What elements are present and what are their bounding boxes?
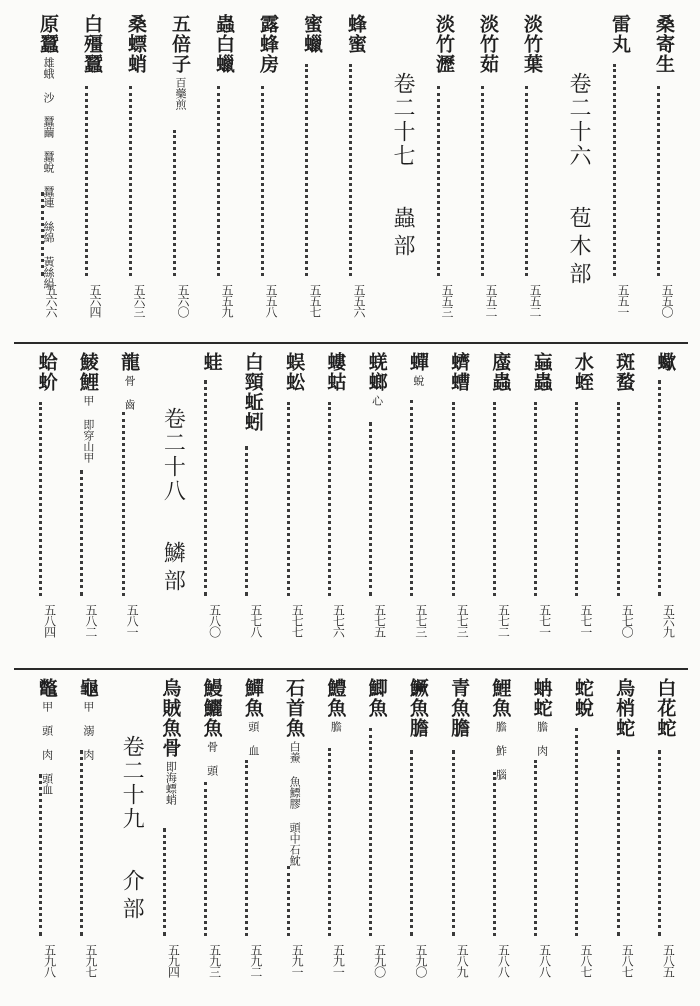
page-number: 五五〇 [660,284,674,317]
page-number: 五九二 [248,944,263,977]
toc-entry[interactable] [333,14,367,336]
page-number: 五八九 [455,944,470,977]
entry-subnote: 百藥煎 [174,77,187,110]
entry-title [312,678,346,735]
entry-title [113,14,147,74]
toc-entry[interactable] [641,14,675,336]
leader-dots [613,64,616,276]
toc-entry[interactable] [312,678,346,996]
toc-entry[interactable] [245,14,279,336]
toc-entry[interactable] [65,678,99,996]
entry-title [436,678,470,738]
leader-dots [349,64,352,276]
page-number: 五八七 [578,944,593,977]
entry-title [642,352,676,372]
page-number: 五七六 [331,604,346,637]
entry-title [642,678,676,738]
entry-subnote: 頭 血 [246,721,260,756]
toc-entry[interactable] [477,678,511,996]
page-number: 五九八 [42,944,57,977]
volume-part-title: 鱗部 [160,541,186,597]
entry-subnote: 白鯗 魚鰾膠 頭中石魫 [288,741,302,866]
entry-subnote: 雄蛾 沙 蠶繭 蠶蛻 蠶連 絲綿 黃絲絹 [42,57,55,289]
leader-dots [287,402,290,596]
entry-title [333,14,367,54]
toc-entry[interactable] [354,352,388,656]
volume-heading [374,14,414,336]
page-number: 五五七 [308,284,322,317]
entry-name: 䗪蟲 [489,352,512,392]
entry-name: 蠍 [654,352,677,372]
entry-name: 鯉魚 [489,678,512,718]
entry-name: 蝱蟲 [530,352,553,392]
page-number: 五五一 [616,284,630,317]
toc-entry[interactable] [147,678,181,996]
toc-entry[interactable] [157,14,191,336]
entry-title [597,14,631,54]
entry-name: 烏賊魚骨 [159,678,182,758]
entry-name: 龍 [118,352,141,372]
toc-entry[interactable] [189,352,223,656]
entry-name: 蜈蚣 [283,352,306,392]
leader-dots [287,866,290,936]
entry-name: 龜 [76,678,99,698]
entry-name: 原蠶 [37,14,59,54]
entry-title [354,352,388,409]
entry-name: 蛙 [200,352,223,372]
toc-entry[interactable] [642,352,676,656]
entry-title [436,352,470,392]
leader-dots [163,828,166,936]
leader-dots [481,86,484,276]
toc-entry[interactable] [65,352,99,656]
leader-dots [328,402,331,596]
leader-dots [493,772,496,936]
toc-entry[interactable] [560,678,594,996]
page-number: 五九一 [331,944,346,977]
entry-name: 白殭蠶 [81,14,103,74]
entry-title [477,678,511,783]
page-number: 五九〇 [372,944,387,977]
leader-dots [217,86,220,276]
entry-name: 鱖魚膽 [406,678,429,738]
entry-title [69,14,103,74]
entry-name: 鯪鯉 [76,352,99,392]
contents-band-3 [20,678,680,996]
leader-dots [658,380,661,596]
entry-name: 鱓魚 [241,678,264,718]
page-number: 五七一 [537,604,552,637]
leader-dots [452,750,455,936]
page-number: 五六九 [661,604,676,637]
page-number: 五八四 [42,604,57,637]
entry-title [245,14,279,74]
toc-entry[interactable] [201,14,235,336]
leader-dots [369,422,372,596]
entry-name: 白花蛇 [654,678,677,738]
volume-heading [103,678,143,996]
entry-name: 淡竹瀝 [433,14,455,74]
entry-title [24,352,58,392]
leader-dots [122,412,125,596]
entry-subnote: 蛻 [411,375,425,386]
entry-title [189,352,223,372]
toc-entry[interactable] [230,678,264,996]
leader-dots [657,86,660,276]
entry-title [271,352,305,392]
toc-entry[interactable] [271,352,305,656]
entry-title [395,678,429,738]
entry-name: 桑寄生 [653,14,675,74]
entry-name: 桑螵蛸 [125,14,147,74]
toc-entry[interactable] [354,678,388,996]
entry-name: 青魚膽 [448,678,471,738]
page-number: 五七三 [455,604,470,637]
entry-name: 淡竹葉 [521,14,543,74]
leader-dots [575,728,578,936]
page-number: 五七〇 [620,604,635,637]
entry-name: 雷丸 [609,14,631,54]
entry-subnote: 甲 即穿山甲 [81,395,95,463]
page-number: 五七五 [372,604,387,637]
entry-name: 鱧魚 [324,678,347,718]
entry-name: 烏梢蛇 [613,678,636,738]
leader-dots [575,402,578,596]
volume-part-title: 介部 [119,869,145,925]
toc-entry[interactable] [189,678,223,996]
entry-name: 蛤蚧 [35,352,58,392]
volume-number: 卷二十九 [119,735,145,831]
entry-name: 蜂蜜 [345,14,367,54]
page-number: 五七一 [578,604,593,637]
entry-subnote: 心 [370,395,384,406]
entry-name: 五倍子 [169,14,191,74]
toc-entry[interactable] [395,352,429,656]
volume-number: 卷二十六 [566,72,591,168]
entry-name: 螻蛄 [324,352,347,392]
entry-title [465,14,499,74]
entry-name: 鼈 [35,678,58,698]
entry-name: 白頸蚯蚓 [241,352,264,432]
entry-subnote: 甲 溺 肉 [81,701,95,760]
entry-name: 斑蝥 [613,352,636,392]
toc-entry[interactable] [560,352,594,656]
toc-entry[interactable] [436,678,470,996]
entry-subnote: 甲 頭 肉 頭血 [40,701,54,795]
leader-dots [80,470,83,596]
page-number: 五八八 [537,944,552,977]
toc-entry[interactable] [519,678,553,996]
contents-band-2 [20,352,680,656]
volume-heading [144,352,184,656]
entry-title [271,678,305,869]
leader-dots [39,402,42,596]
section-divider [14,342,688,344]
toc-entry[interactable] [230,352,264,656]
entry-name: 蠐螬 [448,352,471,392]
leader-dots [245,760,248,936]
page-number: 五六四 [88,284,102,317]
entry-name: 蜣螂 [365,352,388,392]
page-number: 五八一 [125,604,140,637]
leader-dots [493,402,496,596]
entry-subnote: 即海螵蛸 [164,761,178,805]
page-number: 五八二 [83,604,98,637]
toc-entry[interactable] [312,352,346,656]
page-number: 五八〇 [207,604,222,637]
page-number: 五九三 [207,944,222,977]
leader-dots [80,750,83,936]
page-number: 五九四 [166,944,181,977]
page-number: 五七三 [413,604,428,637]
entry-name: 蟬 [406,352,429,372]
entry-title [601,352,635,392]
page-number: 五五二 [484,284,498,317]
entry-name: 鯽魚 [365,678,388,718]
entry-title [509,14,543,74]
toc-entry[interactable] [421,14,455,336]
toc-entry[interactable] [289,14,323,336]
leader-dots [328,748,331,936]
leader-dots [369,728,372,936]
leader-dots [658,750,661,936]
leader-dots [85,86,88,276]
toc-entry[interactable] [113,14,147,336]
toc-entry[interactable] [519,352,553,656]
entry-title [477,352,511,392]
entry-title [157,14,191,113]
entry-name: 蛇蛻 [571,678,594,718]
entry-title [641,14,675,74]
entry-title [601,678,635,738]
entry-title [147,678,181,808]
toc-entry[interactable] [271,678,305,996]
page-number: 五九七 [83,944,98,977]
entry-title [106,352,140,413]
page-number: 五五八 [264,284,278,317]
toc-entry[interactable] [24,352,58,656]
entry-name: 淡竹茹 [477,14,499,74]
entry-title [560,678,594,718]
entry-title [421,14,455,74]
page-number: 五六六 [44,284,58,317]
entry-subnote: 膽 鮓 腦 [494,721,508,780]
leader-dots [410,750,413,936]
entry-name: 蜜蠟 [301,14,323,54]
entry-title [312,352,346,392]
entry-name: 石首魚 [283,678,306,738]
page-number: 五七二 [496,604,511,637]
leader-dots [39,774,42,936]
toc-entry[interactable] [465,14,499,336]
entry-title [189,678,223,779]
entry-subnote: 骨 頭 [205,741,219,776]
page-number: 五五二 [528,284,542,317]
toc-entry[interactable] [509,14,543,336]
leader-dots [129,86,132,276]
toc-entry[interactable] [601,352,635,656]
toc-entry[interactable] [106,352,140,656]
volume-part-title: 蟲部 [390,206,415,262]
page-number: 五八七 [620,944,635,977]
leader-dots [452,402,455,596]
entry-title [230,352,264,432]
toc-entry[interactable] [601,678,635,996]
entry-title [354,678,388,718]
page-number: 五六〇 [176,284,190,317]
toc-entry[interactable] [24,678,58,996]
volume-heading [550,14,590,336]
toc-entry[interactable] [25,14,59,336]
page-number: 五七八 [248,604,263,637]
leader-dots [534,402,537,596]
page-number: 五八八 [496,944,511,977]
entry-name: 蟲白蠟 [213,14,235,74]
leader-dots [173,130,176,276]
entry-title [560,352,594,392]
contents-band-1 [20,14,680,336]
leader-dots [305,64,308,276]
leader-dots [617,402,620,596]
entry-title [289,14,323,54]
leader-dots [617,750,620,936]
toc-entry[interactable] [642,678,676,996]
toc-entry[interactable] [597,14,631,336]
entry-subnote: 膽 肉 [535,721,549,756]
page-number: 五五六 [352,284,366,317]
leader-dots [204,380,207,596]
entry-title [65,352,99,466]
volume-number: 卷二十七 [390,72,415,168]
entry-title [395,352,429,389]
page-number: 五八五 [661,944,676,977]
entry-name: 露蜂房 [257,14,279,74]
leader-dots [261,86,264,276]
entry-title [230,678,264,759]
page-number: 五九一 [290,944,305,977]
entry-name: 水蛭 [571,352,594,392]
entry-subnote: 膽 [329,721,343,732]
entry-title [519,352,553,392]
leader-dots [437,86,440,276]
toc-entry[interactable] [395,678,429,996]
toc-entry[interactable] [477,352,511,656]
volume-part-title: 苞木部 [566,206,591,290]
leader-dots [534,760,537,936]
section-divider [14,668,688,670]
entry-name: 蚺蛇 [530,678,553,718]
toc-entry[interactable] [436,352,470,656]
page-number: 五六三 [132,284,146,317]
page-number: 五五三 [440,284,454,317]
page-number: 五九〇 [413,944,428,977]
entry-title [201,14,235,74]
entry-name: 鰻鱺魚 [200,678,223,738]
page-number: 五七七 [290,604,305,637]
leader-dots [245,446,248,596]
entry-subnote: 骨 齒 [123,375,137,410]
leader-dots [41,192,44,276]
toc-entry[interactable] [69,14,103,336]
volume-number: 卷二十八 [160,407,186,503]
leader-dots [410,400,413,596]
entry-title [519,678,553,759]
leader-dots [204,782,207,936]
page-number: 五五九 [220,284,234,317]
leader-dots [525,86,528,276]
